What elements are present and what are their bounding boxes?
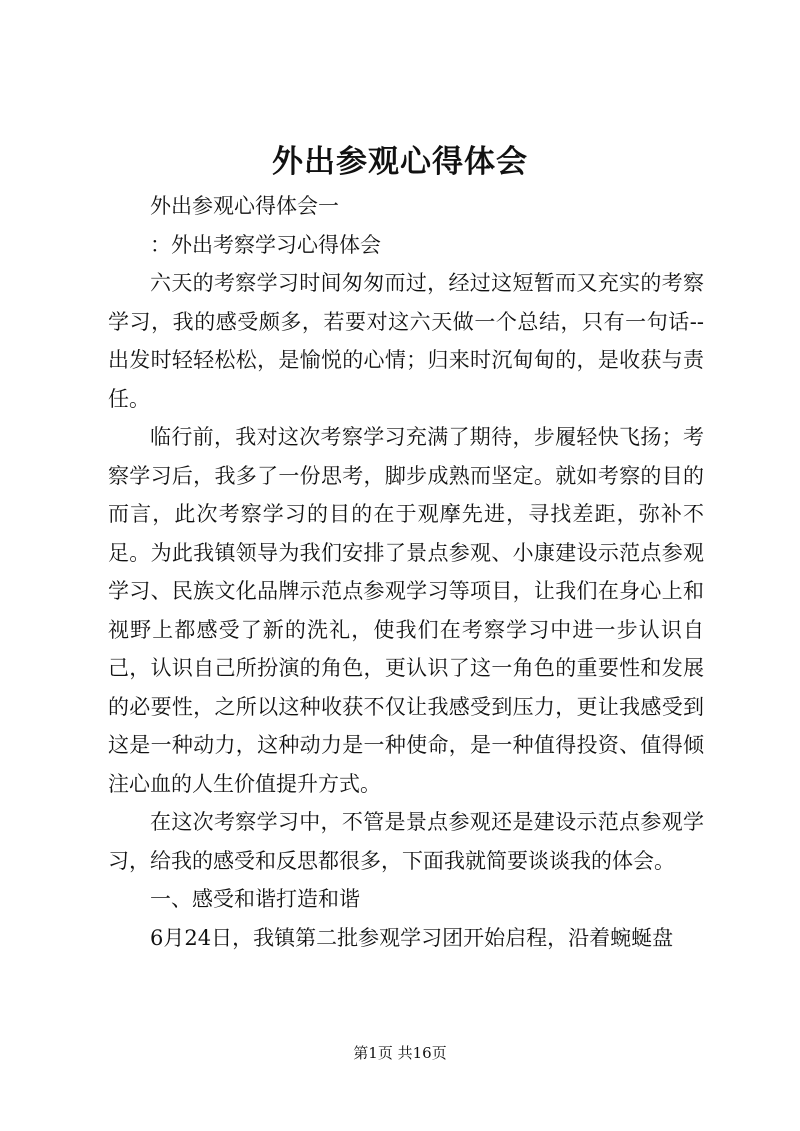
paragraph-section-heading: ：外出考察学习心得体会 bbox=[150, 232, 381, 257]
paragraph-intro: 六天的考察学习时间匆匆而过，经过这短暂而又充实的考察学习，我的感受颇多，若要对这六天做一个总结，只有一句话--出发时轻轻松松，是愉悦的心情；归来时沉甸甸的，是收获与责任。 bbox=[108, 271, 704, 411]
paragraph-june-24: 6月24日，我镇第二批参观学习团开始启程，沿着蜿蜒盘 bbox=[150, 925, 674, 950]
document-title: 外出参观心得体会 bbox=[272, 144, 528, 180]
paragraph-before-after: 临行前，我对这次考察学习充满了期待，步履轻快飞扬；考察学习后，我多了一份思考，脚步成熟而坚定。就如考察的目的而言，此次考察学习的目的在于观摩先进，寻找差距，弥补不足。为此我镇领导为我们安排了景点参观、小康建设示范点参观学习、民族文化品牌示范点参观学习等项目，让我们在身心上和视野上都感受了新的洗礼，使我们在考察学习中进一步认识自己，认识自己所扮演的角色，更认识了这一角色的重要性和发展的必要性，之所以这种收获不仅让我感受到压力，更让我感受到这是一种动力，这种动力是一种使命，是一种值得投资、值得倾注心血的人生价值提升方式。 bbox=[108, 425, 704, 796]
paragraph-heading-harmony: 一、感受和谐打造和谐 bbox=[150, 887, 360, 911]
paragraph-summary: 在这次考察学习中，不管是景点参观还是建设示范点参观学习，给我的感受和反思都很多，下面我就简要谈谈我的体会。 bbox=[108, 810, 704, 873]
page-footer: 第1页 共16页 bbox=[353, 1044, 447, 1062]
paragraph-subtitle: 外出参观心得体会一 bbox=[150, 194, 339, 218]
document-body bbox=[108, 187, 704, 957]
